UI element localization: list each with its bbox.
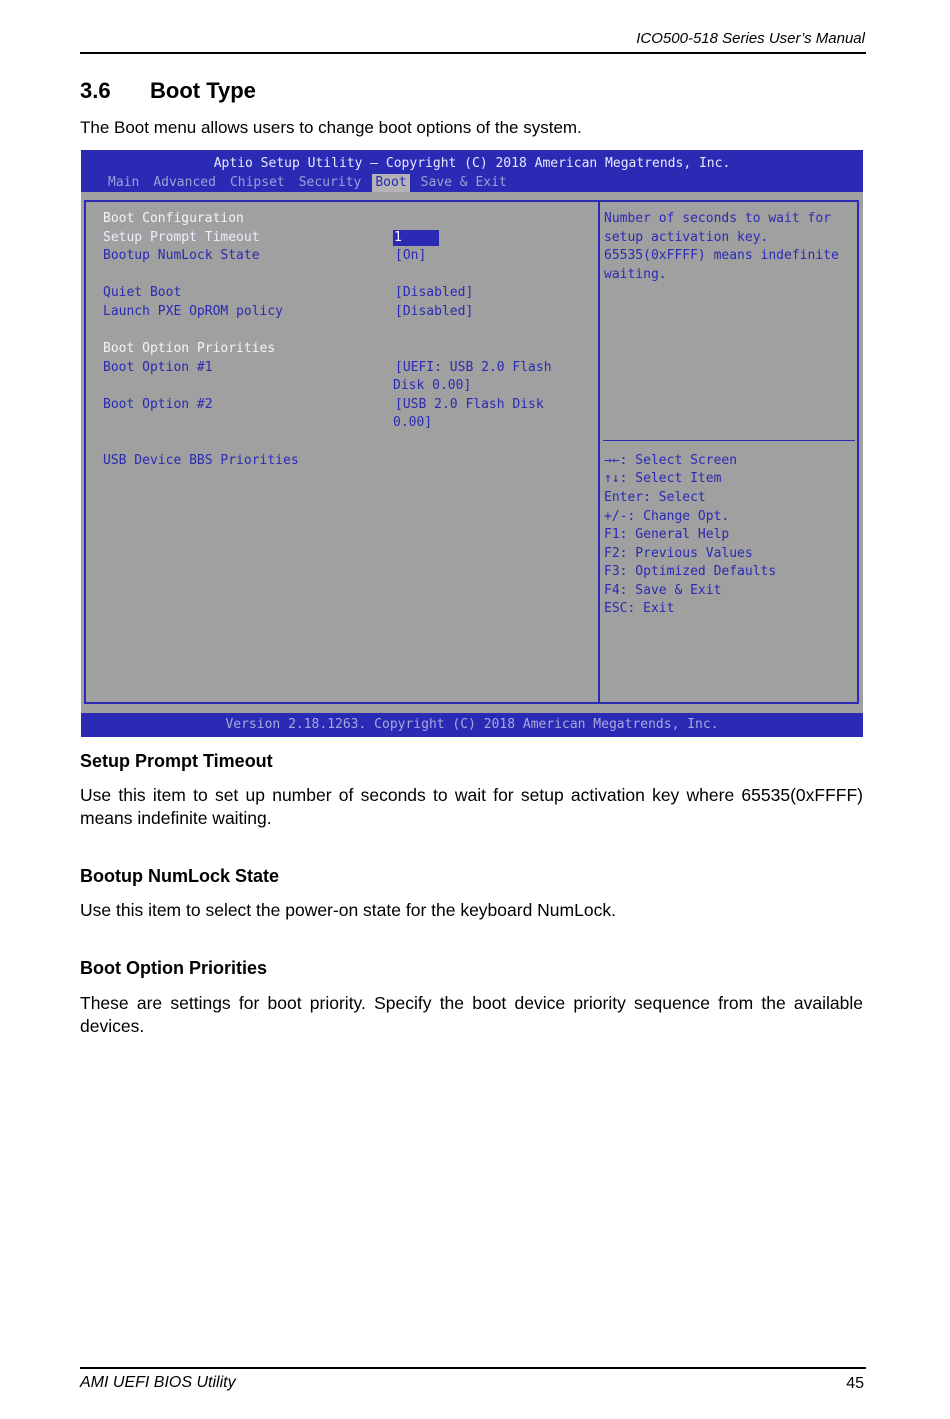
usb-bbs-priorities-label[interactable]: USB Device BBS Priorities: [103, 453, 299, 468]
bios-footer: Version 2.18.1263. Copyright (C) 2018 American Megatrends, Inc.: [225, 717, 719, 732]
section-intro: The Boot menu allows users to change boot options of the system.: [80, 118, 582, 137]
bios-main-pane: [81, 192, 863, 713]
key-help-f1: F1: General Help: [604, 527, 730, 542]
footer-rule: [80, 1367, 866, 1369]
setup-prompt-timeout-value[interactable]: 1: [393, 230, 439, 246]
boot-option-1-value[interactable]: [UEFI: USB 2.0 Flash: [395, 360, 552, 375]
bios-tab-advanced[interactable]: Advanced: [153, 175, 216, 190]
bios-tab-chipset[interactable]: Chipset: [229, 175, 285, 190]
launch-pxe-label[interactable]: Launch PXE OpROM policy: [103, 304, 284, 319]
quiet-boot-value[interactable]: [Disabled]: [395, 285, 474, 300]
section-title-text: Boot Type: [150, 78, 256, 103]
boot-configuration-heading: Boot Configuration: [103, 211, 244, 226]
boot-option-priorities-description: These are settings for boot priority. Specify the boot device priority sequence from the available devices.: [80, 993, 863, 1036]
bios-help-divider: [603, 440, 855, 441]
bootup-numlock-state-value[interactable]: [On]: [395, 248, 427, 263]
bios-tab-security[interactable]: Security: [298, 175, 362, 190]
boot-option-2-label[interactable]: Boot Option #2: [103, 397, 213, 412]
boot-option-1-label[interactable]: Boot Option #1: [103, 360, 213, 375]
key-help-enter: Enter: Select: [604, 490, 706, 505]
boot-option-1-value-cont[interactable]: Disk 0.00]: [393, 378, 472, 393]
bios-tab-boot[interactable]: Boot: [372, 174, 409, 192]
quiet-boot-label[interactable]: Quiet Boot: [103, 285, 182, 300]
footer-chapter-title: AMI UEFI BIOS Utility: [80, 1374, 236, 1391]
bootup-numlock-state-heading: Bootup NumLock State: [80, 866, 280, 886]
bios-settings-frame: [84, 200, 600, 704]
key-help-esc: ESC: Exit: [604, 601, 675, 616]
setup-prompt-timeout-label[interactable]: Setup Prompt Timeout: [103, 230, 260, 245]
key-help-select-screen: →←: Select Screen: [604, 453, 738, 468]
section-title: [80, 78, 256, 104]
key-help-select-item: ↑↓: Select Item: [604, 471, 722, 486]
header-rule: [80, 52, 866, 54]
help-text-line: 65535(0xFFFF) means indefinite: [604, 248, 839, 263]
boot-option-priorities-heading: Boot Option Priorities: [103, 341, 276, 356]
bios-screenshot: [81, 150, 863, 737]
section-number: 3.6: [80, 78, 111, 103]
launch-pxe-value[interactable]: [Disabled]: [395, 304, 474, 319]
setup-prompt-timeout-description: Use this item to set up number of seconds to wait for setup activation key where 65535(0xFFFF) means indefinite waiting.: [80, 785, 863, 828]
bootup-numlock-state-description: Use this item to select the power-on state for the keyboard NumLock.: [80, 900, 616, 920]
bios-title: Aptio Setup Utility – Copyright (C) 2018 American Megatrends, Inc.: [213, 156, 731, 171]
help-text-line: Number of seconds to wait for: [604, 211, 831, 226]
key-help-change-opt: +/-: Change Opt.: [604, 509, 730, 524]
bios-tab-main[interactable]: Main: [108, 175, 140, 190]
boot-option-2-value-cont[interactable]: 0.00]: [393, 415, 433, 430]
key-help-f4: F4: Save & Exit: [604, 583, 722, 598]
boot-option-priorities-heading-doc: Boot Option Priorities: [80, 958, 267, 978]
boot-option-2-value[interactable]: [USB 2.0 Flash Disk: [395, 397, 544, 412]
key-help-f2: F2: Previous Values: [604, 546, 753, 561]
bios-tab-save-exit[interactable]: Save & Exit: [420, 175, 507, 190]
help-text-line: setup activation key.: [604, 230, 769, 245]
page-number: 45: [846, 1375, 864, 1392]
bootup-numlock-state-label[interactable]: Bootup NumLock State: [103, 248, 260, 263]
help-text-line: waiting.: [604, 267, 667, 282]
bios-tab-bar: [105, 174, 518, 192]
key-help-f3: F3: Optimized Defaults: [604, 564, 777, 579]
manual-title-header: ICO500-518 Series User’s Manual: [636, 30, 865, 47]
setup-prompt-timeout-heading: Setup Prompt Timeout: [80, 751, 273, 771]
